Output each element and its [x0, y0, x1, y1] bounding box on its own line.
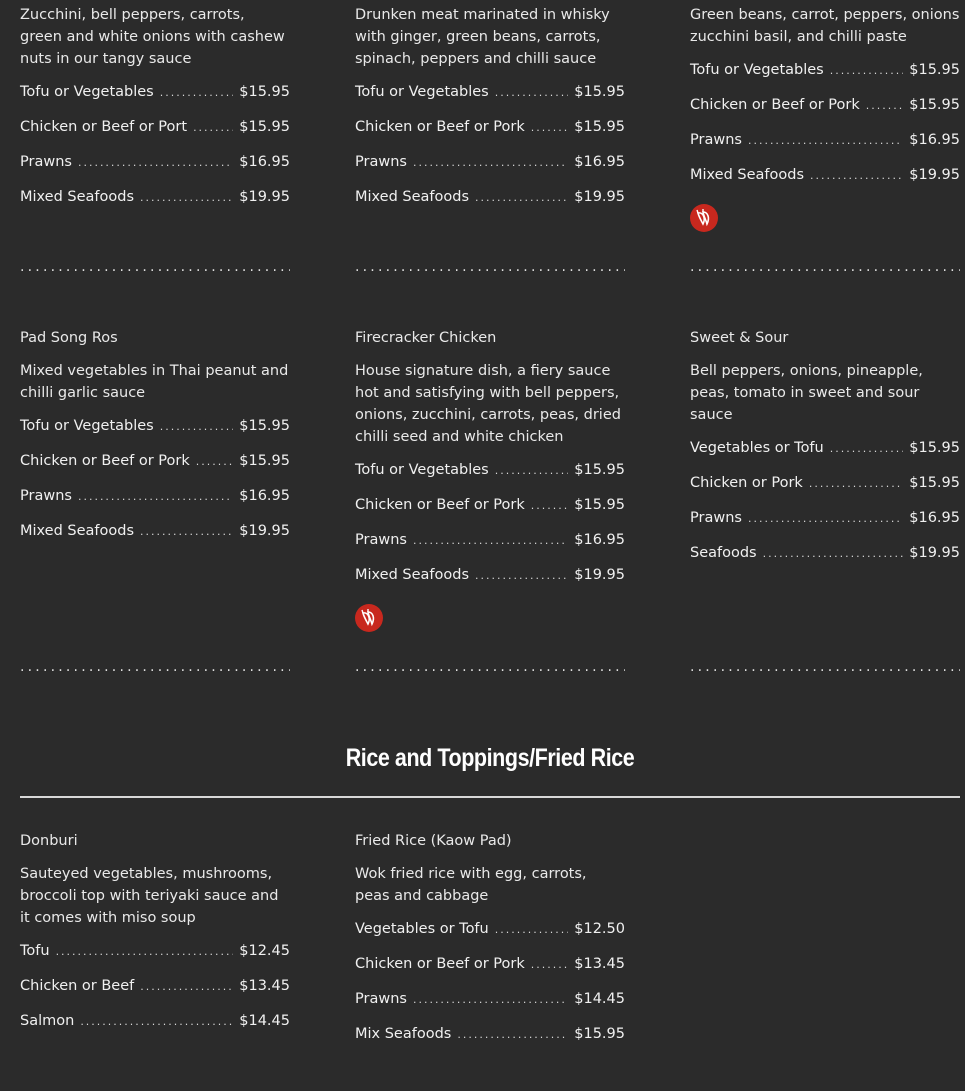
price-label: Prawns [355, 154, 407, 170]
price-label: Mix Seafoods [355, 1026, 452, 1042]
item-description: Drunken meat marinated in whisky with ginger, green beans, carrots, spinach, peppers and chilli sauce [355, 7, 610, 67]
price-label: Tofu or Vegetables [20, 418, 154, 434]
price-row [20, 453, 290, 488]
price-row [690, 475, 960, 510]
price-value: $19.95 [574, 567, 625, 583]
price-row [355, 991, 625, 1026]
price-value: $15.95 [909, 440, 960, 456]
price-value: $15.95 [574, 84, 625, 100]
item-description: Sauteyed vegetables, mushrooms, broccoli top with teriyaki sauce and it comes with miso soup [20, 866, 279, 926]
price-label: Vegetables or Tofu [690, 440, 824, 456]
item-description: Mixed vegetables in Thai peanut and chilli garlic sauce [20, 363, 289, 401]
price-row [20, 84, 290, 119]
dotted-separator [355, 662, 625, 676]
price-value: $19.95 [239, 189, 290, 205]
price-row [690, 167, 960, 202]
price-value: $15.95 [909, 62, 960, 78]
price-value: $15.95 [574, 1026, 625, 1042]
price-row [355, 84, 625, 119]
price-row [355, 497, 625, 532]
price-row [355, 1026, 625, 1061]
price-row [690, 510, 960, 545]
price-value: $15.95 [574, 119, 625, 135]
price-row [690, 97, 960, 132]
price-row [355, 154, 625, 189]
price-label: Tofu or Vegetables [355, 462, 489, 478]
price-value: $15.95 [574, 497, 625, 513]
item-description: Zucchini, bell peppers, carrots, green and white onions with cashew nuts in our tangy sauce [20, 7, 285, 67]
price-label: Mixed Seafoods [20, 523, 135, 539]
price-label: Chicken or Beef or Pork [355, 119, 525, 135]
price-row [20, 978, 290, 1013]
price-value: $15.95 [239, 84, 290, 100]
item-description: Wok fried rice with egg, carrots, peas and cabbage [355, 866, 587, 904]
price-row [20, 943, 290, 978]
price-value: $16.95 [909, 132, 960, 148]
price-row [355, 462, 625, 497]
section-divider [20, 796, 960, 798]
price-row [20, 189, 290, 224]
price-label: Salmon [20, 1013, 75, 1029]
price-label: Chicken or Beef or Port [20, 119, 188, 135]
item-name: Pad Song Ros [20, 330, 118, 346]
price-row [355, 567, 625, 602]
price-row [690, 545, 960, 580]
price-label: Chicken or Beef or Pork [355, 956, 525, 972]
price-label: Chicken or Beef or Pork [355, 497, 525, 513]
price-row [690, 62, 960, 97]
price-value: $15.95 [909, 475, 960, 491]
price-row [20, 523, 290, 558]
price-value: $12.45 [239, 943, 290, 959]
price-label: Prawns [20, 154, 72, 170]
price-value: $19.95 [909, 545, 960, 561]
price-value: $15.95 [239, 418, 290, 434]
price-value: $15.95 [239, 119, 290, 135]
item-description: Green beans, carrot, peppers, onions zucchini basil, and chilli paste [690, 7, 960, 45]
price-label: Chicken or Beef or Pork [20, 453, 190, 469]
item-description: Bell peppers, onions, pineapple, peas, tomato in sweet and sour sauce [690, 363, 923, 423]
price-row [20, 488, 290, 523]
item-name: Sweet & Sour [690, 330, 789, 346]
price-row [355, 189, 625, 224]
item-name: Fried Rice (Kaow Pad) [355, 833, 512, 849]
price-row [20, 1013, 290, 1048]
price-value: $12.50 [574, 921, 625, 937]
menu-item [20, 4, 290, 224]
price-value: $14.45 [239, 1013, 290, 1029]
price-label: Seafoods [690, 545, 757, 561]
price-label: Tofu or Vegetables [20, 84, 154, 100]
price-value: $16.95 [909, 510, 960, 526]
price-label: Mixed Seafoods [355, 189, 470, 205]
price-value: $15.95 [909, 97, 960, 113]
menu-item [690, 327, 960, 580]
price-label: Tofu [20, 943, 50, 959]
menu-item [20, 327, 290, 558]
price-row [20, 119, 290, 154]
price-label: Prawns [355, 991, 407, 1007]
dotted-separator [20, 262, 290, 276]
menu-item [355, 4, 625, 224]
dotted-separator [690, 662, 960, 676]
dotted-separator [20, 662, 290, 676]
price-label: Prawns [20, 488, 72, 504]
price-row [355, 956, 625, 991]
price-label: Mixed Seafoods [690, 167, 805, 183]
price-value: $16.95 [239, 154, 290, 170]
price-value: $14.45 [574, 991, 625, 1007]
price-row [355, 119, 625, 154]
item-description: House signature dish, a fiery sauce hot and satisfying with bell peppers, onions, zucchini, carrots, peas, dried chilli seed and white chicken [355, 363, 621, 445]
price-row [355, 532, 625, 567]
price-label: Vegetables or Tofu [355, 921, 489, 937]
price-value: $19.95 [909, 167, 960, 183]
price-label: Tofu or Vegetables [355, 84, 489, 100]
chilli-icon [355, 604, 383, 632]
price-value: $13.45 [574, 956, 625, 972]
price-value: $19.95 [239, 523, 290, 539]
price-value: $16.95 [574, 532, 625, 548]
price-label: Mixed Seafoods [355, 567, 470, 583]
menu-item [355, 327, 625, 632]
price-row [20, 418, 290, 453]
price-label: Prawns [355, 532, 407, 548]
price-label: Prawns [690, 510, 742, 526]
price-label: Prawns [690, 132, 742, 148]
price-value: $19.95 [574, 189, 625, 205]
item-name: Firecracker Chicken [355, 330, 497, 346]
item-name: Donburi [20, 833, 78, 849]
price-value: $15.95 [239, 453, 290, 469]
menu-item [355, 830, 625, 1061]
price-value: $13.45 [239, 978, 290, 994]
chilli-icon [690, 204, 718, 232]
section-title: Rice and Toppings/Fried Rice [345, 744, 635, 772]
price-value: $15.95 [574, 462, 625, 478]
price-label: Chicken or Pork [690, 475, 803, 491]
price-row [355, 921, 625, 956]
menu-item [690, 4, 960, 232]
price-label: Tofu or Vegetables [690, 62, 824, 78]
price-label: Chicken or Beef or Pork [690, 97, 860, 113]
price-row [690, 440, 960, 475]
price-label: Chicken or Beef [20, 978, 135, 994]
price-value: $16.95 [239, 488, 290, 504]
price-row [690, 132, 960, 167]
dotted-separator [355, 262, 625, 276]
price-value: $16.95 [574, 154, 625, 170]
price-label: Mixed Seafoods [20, 189, 135, 205]
menu-item [20, 830, 290, 1048]
price-row [20, 154, 290, 189]
dotted-separator [690, 262, 960, 276]
